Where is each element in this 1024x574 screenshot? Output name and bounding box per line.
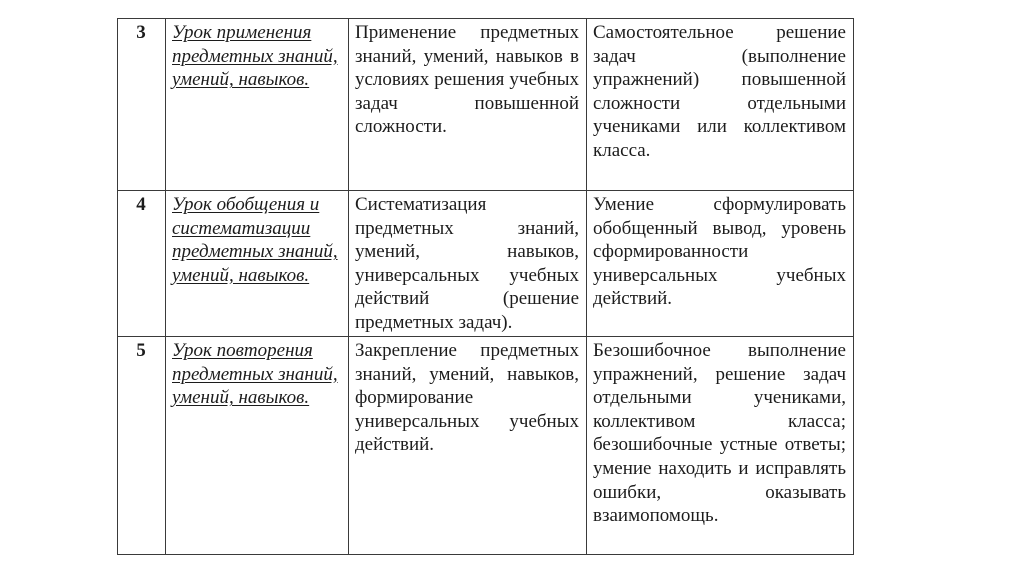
lesson-goal: Применение предметных знаний, умений, навыков в условиях решения учебных задач повышенной сложности. [349,19,587,191]
lesson-result: Самостоятельное решение задач (выполнение упражнений) повышенной сложности отдельными учениками или коллективом класса. [587,19,854,191]
table-row [118,191,854,337]
lesson-types-table [117,18,854,555]
table-row [118,19,854,191]
table-row [118,337,854,555]
row-number: 5 [118,337,166,555]
lesson-type: Урок повторения предметных знаний, умений, навыков. [166,337,349,555]
row-number: 3 [118,19,166,191]
lesson-result: Умение сформулировать обобщенный вывод, уровень сформированности универсальных учебных действий. [587,191,854,337]
lesson-type: Урок обобщения и систематизации предметных знаний, умений, навыков. [166,191,349,337]
lesson-goal: Систематизация предметных знаний, умений, навыков, универсальных учебных действий (решение предметных задач). [349,191,587,337]
lesson-goal: Закрепление предметных знаний, умений, навыков, формирование универсальных учебных действий. [349,337,587,555]
lesson-type: Урок применения предметных знаний, умений, навыков. [166,19,349,191]
row-number: 4 [118,191,166,337]
lesson-result: Безошибочное выполнение упражнений, решение задач отдельными учениками, коллективом класса; безошибочные устные ответы; умение находить и исправлять ошибки, оказывать взаимопомощь. [587,337,854,555]
